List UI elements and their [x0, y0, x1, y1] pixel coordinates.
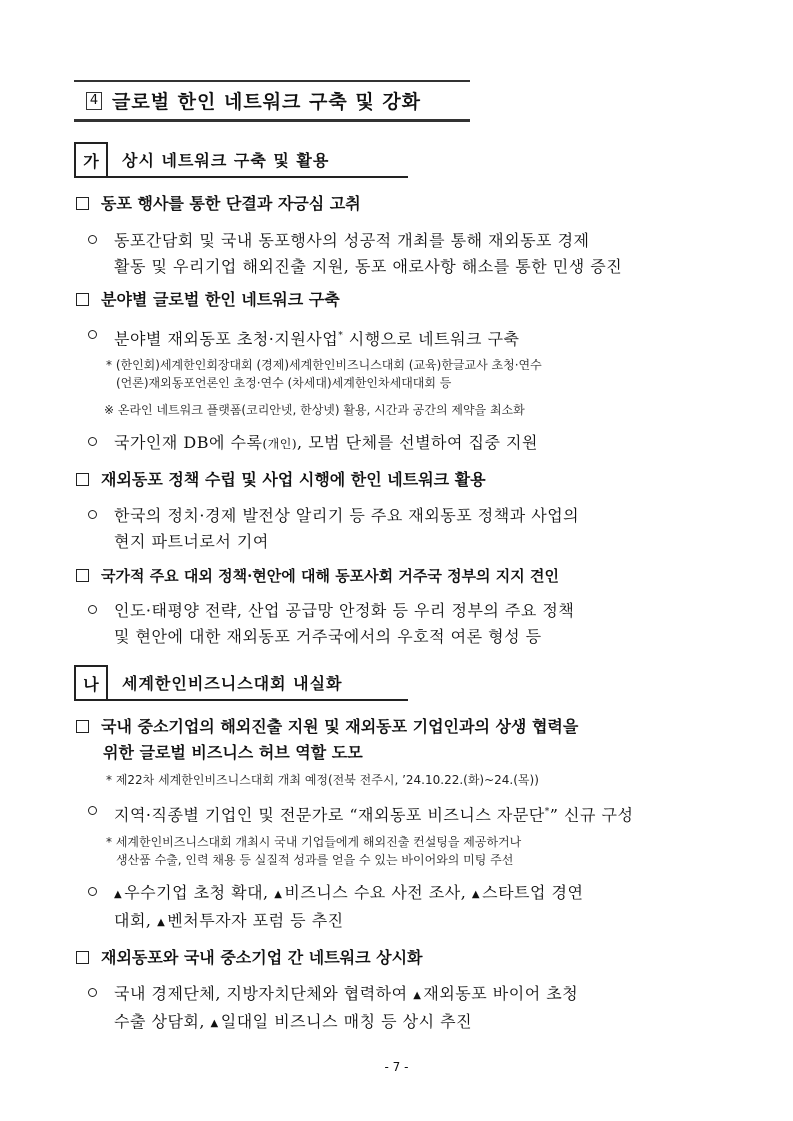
bullet-text: 국가적 주요 대외 정책·현안에 대해 동포사회 거주국 정부의 지지 견인 [101, 567, 559, 585]
note-line: * 세계한인비즈니스대회 개최시 국내 기업들에게 해외진출 컨설팅을 제공하거나 [106, 835, 522, 849]
circle-bullet-icon [88, 887, 97, 896]
line: 현지 파트너로서 기여 [114, 532, 269, 551]
line: 국가인재 DB에 수록 [114, 433, 263, 452]
bullet-circle-b1 [88, 799, 633, 828]
line: 및 현안에 대한 재외동포 거주국에서의 우호적 여론 형성 등 [114, 627, 542, 646]
text: 스타트업 경연 [482, 883, 584, 902]
page-number: - 7 - [384, 1060, 409, 1074]
text: 재외동포 바이어 초청 [423, 984, 579, 1003]
line-tail: 시행으로 네트워크 구축 [343, 329, 520, 349]
triangle-icon: ▲ [274, 889, 283, 900]
footnote-marker: * [338, 331, 344, 341]
text: 비즈니스 수요 사전 조사, [284, 883, 472, 902]
square-bullet-icon [76, 197, 89, 210]
bullet-text: 동포 행사를 통한 단결과 자긍심 고취 [101, 194, 361, 213]
line: 인도·태평양 전략, 산업 공급망 안정화 등 우리 정부의 주요 정책 [114, 601, 575, 620]
text: 대회, [114, 911, 158, 930]
footnote-a2 [106, 356, 542, 392]
circle-bullet-icon [88, 605, 97, 614]
text: 일대일 비즈니스 매칭 등 상시 추진 [220, 1012, 473, 1031]
bullet-text: 위한 글로벌 비즈니스 허브 역할 도모 [103, 743, 363, 762]
subsection-b-title: 세계한인비즈니스대회 내실화 [108, 665, 408, 701]
bullet-circle-a3 [88, 430, 538, 457]
bullet-square-a2 [76, 287, 340, 313]
bullet-circle-a2 [88, 323, 520, 352]
line-tail: ” 신규 구성 [549, 805, 634, 825]
bullet-text: 재외동포와 국내 중소기업 간 네트워크 상시화 [101, 948, 423, 967]
line: 한국의 정치·경제 발전상 알리기 등 주요 재외동포 정책과 사업의 [114, 506, 580, 525]
bullet-square-a1 [76, 191, 361, 217]
subsection-a-title: 상시 네트워크 구축 및 활용 [108, 142, 408, 178]
bullet-square-b2 [76, 945, 423, 971]
subsection-b-label: 나 [74, 665, 108, 701]
bullet-circle-b2 [88, 880, 728, 936]
square-bullet-icon [76, 569, 89, 582]
bullet-square-b1 [76, 714, 726, 766]
bullet-text: 국내 중소기업의 해외진출 지원 및 재외동포 기업인과의 상생 협력을 [101, 717, 579, 736]
line: 분야별 재외동포 초청·지원사업 [114, 329, 339, 349]
bullet-circle-a5 [88, 598, 728, 650]
subsection-a-label: 가 [74, 142, 108, 178]
section-title-text: 글로벌 한인 네트워크 구축 및 강화 [112, 91, 422, 113]
note-line: * (한인회)세계한인회장대회 (경제)세계한인비즈니스대회 (교육)한글교사 초청·연수 [106, 358, 542, 372]
square-bullet-icon [76, 293, 89, 306]
circle-bullet-icon [88, 988, 97, 997]
small-text: (개인) [262, 437, 298, 451]
circle-bullet-icon [88, 510, 97, 519]
footnote-marker: * [544, 807, 550, 817]
line: 활동 및 우리기업 해외진출 지원, 동포 애로사항 해소를 통한 민생 증진 [114, 257, 623, 276]
line: 지역·직종별 기업인 및 전문가로 “재외동포 비즈니스 자문단 [114, 805, 545, 825]
triangle-icon: ▲ [210, 1018, 219, 1029]
square-bullet-icon [76, 720, 89, 733]
line: 동포간담회 및 국내 동포행사의 성공적 개최를 통해 재외동포 경제 [114, 231, 590, 250]
footnote-b2 [106, 833, 521, 869]
subsection-a-heading [74, 142, 408, 178]
circle-bullet-icon [88, 806, 97, 815]
square-bullet-icon [76, 473, 89, 486]
circle-bullet-icon [88, 330, 97, 339]
circle-bullet-icon [88, 235, 97, 244]
footnote-b1: * 제22차 세계한인비즈니스대회 개최 예정(전북 전주시, ’24.10.22.(화)~24.(목)) [106, 773, 539, 787]
bullet-circle-b3 [88, 981, 728, 1037]
circle-bullet-icon [88, 437, 97, 446]
section-number: 4 [86, 92, 102, 110]
line-tail: , 모범 단체를 선별하여 집중 지원 [297, 433, 538, 452]
text: 수출 상담회, [114, 1012, 211, 1031]
note-line: 생산품 수출, 인력 채용 등 실질적 성과를 얻을 수 있는 바이어와의 미팅 주선 [116, 853, 514, 867]
bullet-text: 분야별 글로벌 한인 네트워크 구축 [101, 290, 340, 309]
bullet-text: 재외동포 정책 수립 및 사업 시행에 한인 네트워크 활용 [101, 470, 486, 489]
triangle-icon: ▲ [157, 917, 166, 928]
text: 벤처투자자 포럼 등 추진 [167, 911, 344, 930]
triangle-icon: ▲ [413, 990, 422, 1001]
note-line: (언론)재외동포언론인 초정·연수 (차세대)세계한인차세대대회 등 [116, 376, 452, 390]
triangle-icon: ▲ [114, 889, 123, 900]
bullet-circle-a1 [88, 228, 728, 280]
subsection-b-heading [74, 665, 408, 701]
text: 우수기업 초청 확대, [124, 883, 275, 902]
remark-a2: ※ 온라인 네트워크 플랫폼(코리안넷, 한상넷) 활용, 시간과 공간의 제약을 최소화 [104, 403, 525, 417]
section-title [74, 80, 470, 122]
text: 국내 경제단체, 지방자치단체와 협력하여 [114, 984, 414, 1003]
bullet-square-a3 [76, 467, 486, 493]
bullet-square-a4 [76, 563, 559, 589]
square-bullet-icon [76, 951, 89, 964]
bullet-circle-a4 [88, 503, 728, 555]
triangle-icon: ▲ [471, 889, 481, 900]
